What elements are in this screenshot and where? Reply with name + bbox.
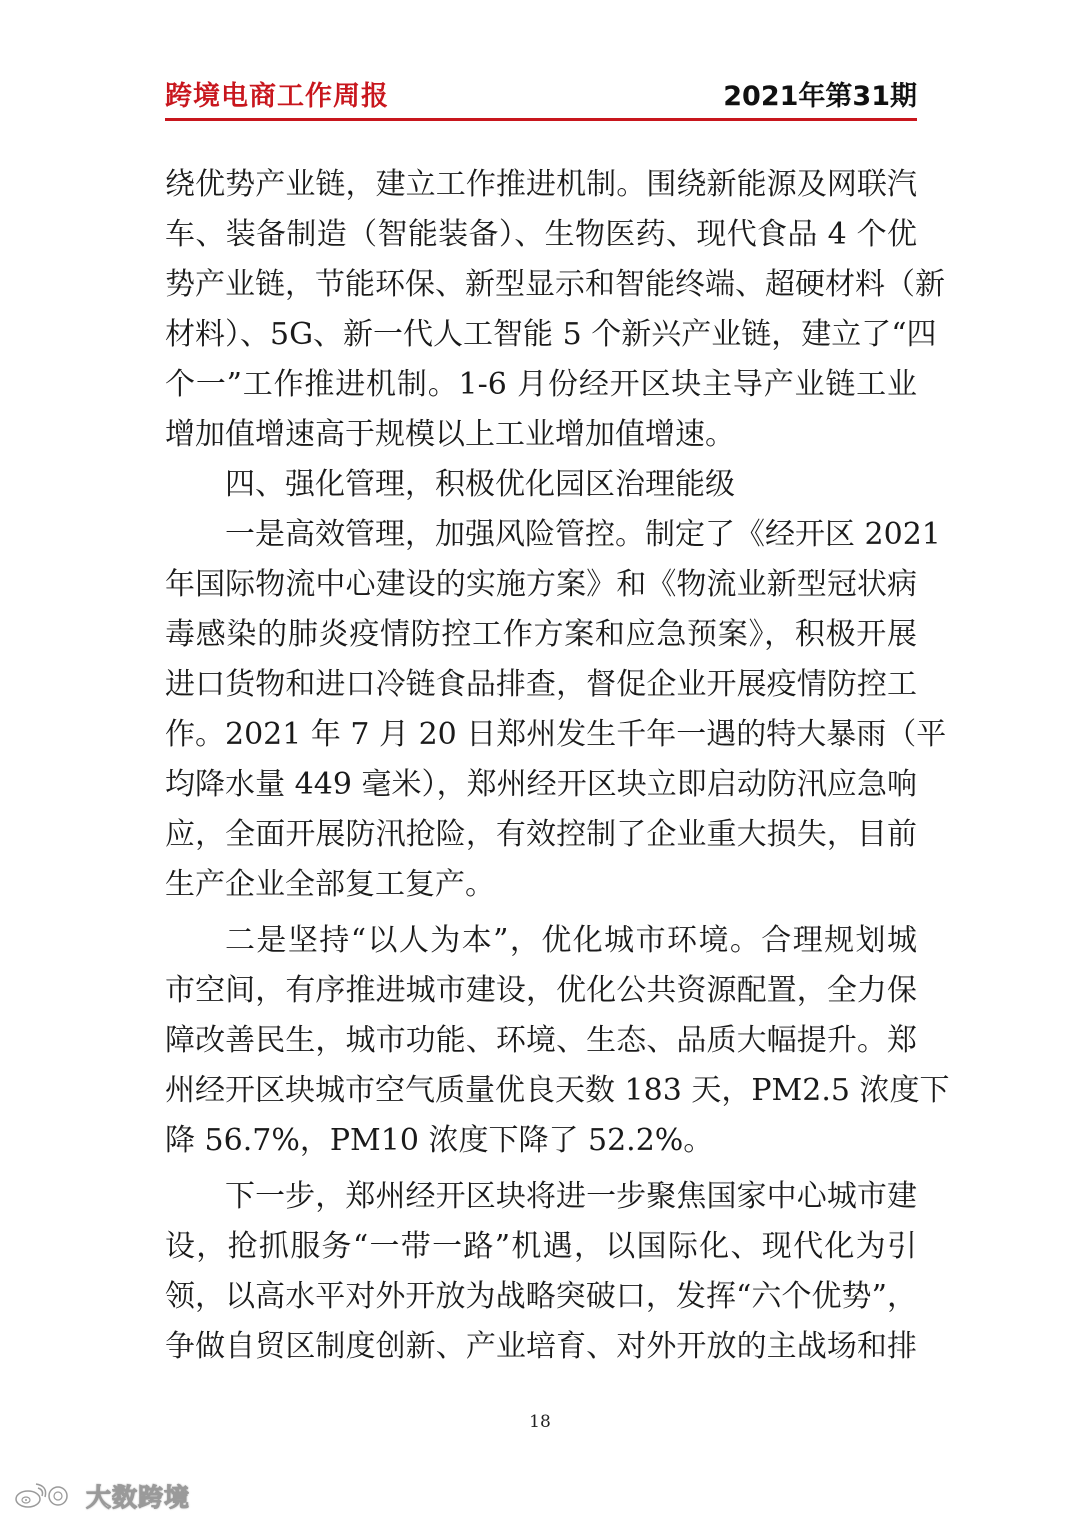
body-line: 设，抢抓服务“一带一路”机遇，以国际化、现代化为引: [165, 1229, 917, 1264]
body-line: 作。2021 年 7 月 20 日郑州发生千年一遇的特大暴雨（平: [165, 717, 947, 752]
body-line: 均降水量 449 毫米），郑州经开区块立即启动防汛应急响: [165, 767, 917, 802]
page-number: 18: [529, 1412, 551, 1432]
watermark-text: 大数跨境: [86, 1483, 191, 1512]
body-line: 降 56.7%，PM10 浓度下降了 52.2%。: [165, 1123, 714, 1158]
body-line: 增加值增速高于规模以上工业增加值增速。: [165, 417, 735, 452]
body-line: 毒感染的肺炎疫情防控工作方案和应急预案》，积极开展: [165, 617, 917, 652]
body-line: 一是高效管理，加强风险管控。制定了《经开区 2021: [225, 517, 941, 552]
body-line: 年国际物流中心建设的实施方案》和《物流业新型冠状病: [165, 567, 917, 602]
body-line: 下一步，郑州经开区块将进一步聚焦国家中心城市建: [225, 1179, 917, 1214]
body-line: 州经开区块城市空气质量优良天数 183 天，PM2.5 浓度下: [165, 1073, 950, 1108]
body-line: 障改善民生，城市功能、环境、生态、品质大幅提升。郑: [165, 1023, 917, 1058]
body-line: 势产业链，节能环保、新型显示和智能终端、超硬材料（新: [165, 267, 945, 302]
watermark: [14, 1480, 190, 1512]
body-line: 领，以高水平对外开放为战略突破口，发挥“六个优势”，: [165, 1279, 917, 1314]
body-line: 绕优势产业链，建立工作推进机制。围绕新能源及网联汽: [165, 167, 917, 202]
section-heading: 四、强化管理，积极优化园区治理能级: [225, 467, 735, 502]
article-body: [165, 160, 950, 1372]
publication-title: 跨境电商工作周报: [165, 81, 389, 112]
header-divider: [165, 118, 917, 121]
body-line: 个一”工作推进机制。1-6 月份经开区块主导产业链工业: [165, 367, 917, 402]
body-line: 二是坚持“以人为本”，优化城市环境。合理规划城: [225, 923, 917, 958]
page-header: [165, 74, 917, 114]
weibo-logo-icon: [14, 1482, 80, 1510]
body-line: 市空间，有序推进城市建设，优化公共资源配置，全力保: [165, 973, 917, 1008]
body-line: 争做自贸区制度创新、产业培育、对外开放的主战场和排: [165, 1329, 917, 1364]
body-line: 材料）、5G、新一代人工智能 5 个新兴产业链，建立了“四: [165, 317, 937, 352]
body-line: 进口货物和进口冷链食品排查，督促企业开展疫情防控工: [165, 667, 917, 702]
issue-number: 2021年第31期: [723, 81, 917, 112]
body-line: 生产企业全部复工复产。: [165, 867, 495, 902]
body-line: 车、装备制造（智能装备）、生物医药、现代食品 4 个优: [165, 217, 917, 252]
body-line: 应，全面开展防汛抢险，有效控制了企业重大损失，目前: [165, 817, 917, 852]
